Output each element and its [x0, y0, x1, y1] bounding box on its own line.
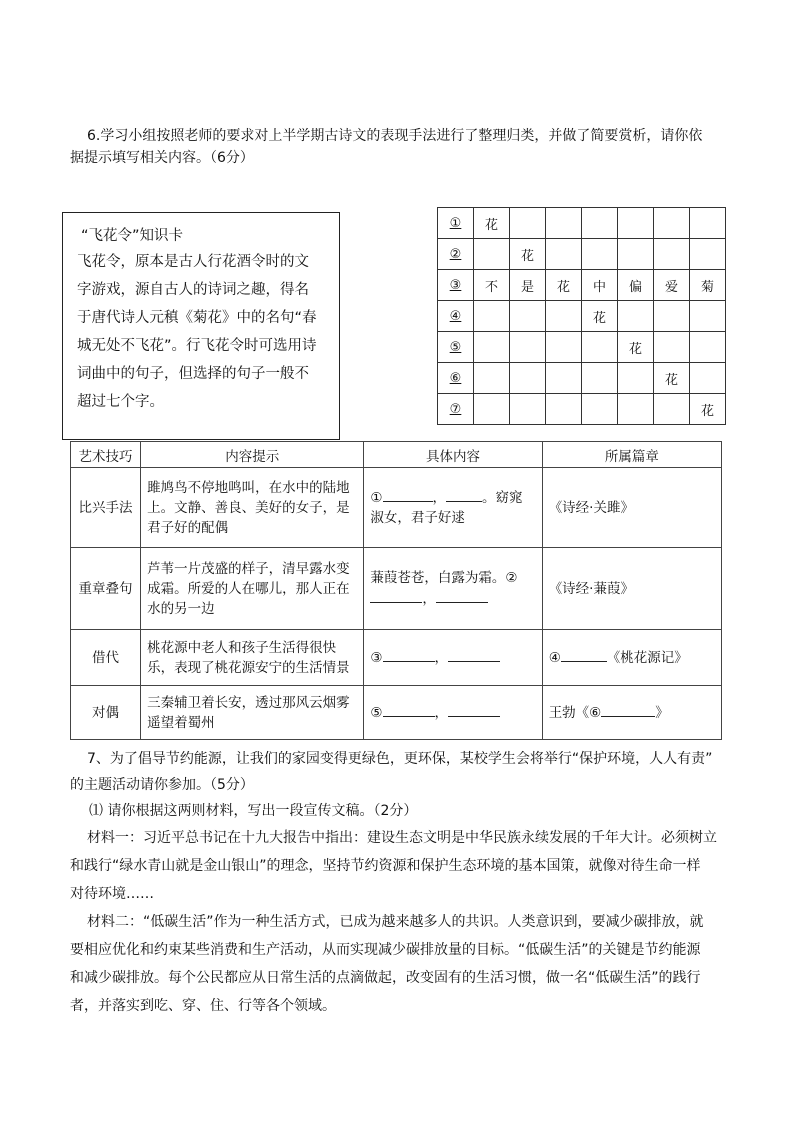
grid-row	[438, 239, 726, 270]
q7-line: 材料二：“低碳生活”作为一种生活方式，已成为越来越多人的共识。人类意识到，要减少碳排放，就	[87, 914, 704, 930]
answer-blank[interactable]	[601, 702, 655, 717]
source-title: 《桃花源记》	[606, 650, 688, 666]
source-prefix: 王勃《⑥	[548, 705, 602, 721]
grid-cell[interactable]	[510, 332, 546, 363]
grid-cell[interactable]	[546, 301, 582, 332]
grid-cell[interactable]: 爱	[654, 270, 690, 301]
grid-row-number: ①	[438, 208, 474, 239]
source-cell	[542, 630, 721, 686]
answer-blank[interactable]	[446, 487, 482, 502]
grid-cell[interactable]	[690, 301, 726, 332]
q7-line: 的主题活动请你参加。（5分）	[70, 777, 254, 793]
grid-cell[interactable]	[546, 208, 582, 239]
grid-cell[interactable]	[510, 208, 546, 239]
grid-cell[interactable]: 中	[582, 270, 618, 301]
grid-cell[interactable]	[474, 332, 510, 363]
q7-line: 对待环境……	[70, 886, 154, 902]
feihua-grid	[437, 207, 726, 425]
technique-cell: 比兴手法	[71, 468, 141, 548]
grid-cell[interactable]	[654, 332, 690, 363]
grid-row-number: ⑥	[438, 363, 474, 394]
q6-line1: 6.学习小组按照老师的要求对上半学期古诗文的表现手法进行了整理归类，并做了简要赏析，请你依	[87, 128, 703, 144]
grid-row	[438, 363, 726, 394]
grid-cell[interactable]	[510, 301, 546, 332]
table-row	[71, 468, 722, 548]
answer-blank[interactable]	[383, 647, 435, 662]
grid-cell[interactable]: 花	[546, 270, 582, 301]
grid-cell[interactable]: 花	[690, 394, 726, 425]
grid-cell[interactable]	[546, 363, 582, 394]
grid-cell[interactable]	[690, 363, 726, 394]
header-technique: 艺术技巧	[71, 442, 141, 468]
technique-cell: 借代	[71, 630, 141, 686]
grid-cell[interactable]	[582, 239, 618, 270]
grid-cell[interactable]	[582, 208, 618, 239]
answer-blank[interactable]	[370, 588, 422, 603]
grid-cell[interactable]: 花	[510, 239, 546, 270]
card-title: “飞花令”知识卡	[81, 228, 184, 244]
hint-cell: 桃花源中老人和孩子生活得很快乐，表现了桃花源安宁的生活情景	[141, 630, 364, 686]
grid-cell[interactable]	[690, 208, 726, 239]
comma: ，	[434, 705, 449, 721]
grid-cell[interactable]	[510, 363, 546, 394]
grid-cell[interactable]	[582, 332, 618, 363]
q7-line: 者，并落实到吃、穿、住、行等各个领域。	[70, 998, 336, 1014]
q6-line2: 据提示填写相关内容。（6分）	[70, 150, 254, 166]
answer-blank[interactable]	[448, 647, 500, 662]
comma: ，	[422, 591, 436, 607]
table-row	[71, 686, 722, 740]
grid-cell[interactable]: 花	[654, 363, 690, 394]
knowledge-card	[62, 212, 340, 440]
grid-cell[interactable]	[618, 394, 654, 425]
hint-cell: 雎鸠鸟不停地鸣叫，在水中的陆地上。文静、善良、美好的女子，是君子好的配偶	[141, 468, 364, 548]
grid-cell[interactable]	[474, 301, 510, 332]
grid-cell[interactable]	[474, 363, 510, 394]
header-hint: 内容提示	[141, 442, 364, 468]
grid-cell[interactable]	[654, 301, 690, 332]
content-cell	[364, 630, 542, 686]
grid-cell[interactable]	[474, 394, 510, 425]
grid-cell[interactable]	[654, 394, 690, 425]
answer-blank[interactable]	[383, 487, 433, 502]
grid-cell[interactable]	[510, 394, 546, 425]
card-line: 超过七个字。	[77, 394, 164, 410]
grid-row-number: ④	[438, 301, 474, 332]
grid-row	[438, 208, 726, 239]
content-cell	[364, 548, 542, 630]
answer-blank[interactable]	[383, 702, 435, 717]
grid-cell[interactable]	[546, 239, 582, 270]
grid-cell[interactable]	[618, 301, 654, 332]
content-cell	[364, 686, 542, 740]
grid-cell[interactable]: 不	[474, 270, 510, 301]
source-cell: 《诗经·关雎》	[542, 468, 721, 548]
header-content: 具体内容	[364, 442, 542, 468]
grid-row	[438, 394, 726, 425]
q7-line: 材料一：习近平总书记在十九大报告中指出：建设生态文明是中华民族永续发展的千年大计。必须树立	[87, 830, 717, 846]
grid-row-number: ②	[438, 239, 474, 270]
answer-blank[interactable]	[448, 702, 500, 717]
q7-line: 和减少碳排放。每个公民都应从日常生活的点滴做起，改变固有的生活习惯，做一名“低碳生活”的践行	[70, 970, 701, 986]
answer-blank[interactable]	[561, 647, 607, 662]
source-title: 》	[655, 705, 669, 721]
hint-cell: 芦苇一片茂盛的样子，清早露水变成霜。所爱的人在哪儿，那人正在水的另一边	[141, 548, 364, 630]
technique-cell: 对偶	[71, 686, 141, 740]
table-header-row	[71, 442, 722, 468]
grid-cell[interactable]	[618, 363, 654, 394]
content-prefix: 蒹葭苍苍，白露为霜。②	[370, 570, 518, 586]
table-row	[71, 630, 722, 686]
comma: ，	[432, 490, 447, 506]
q7-line: 要相应优化和约束某些消费和生产活动，从而实现减少碳排放量的目标。“低碳生活”的关键是节约能源	[70, 942, 701, 958]
content-prefix: ⑤	[370, 705, 383, 721]
card-line: 于唐代诗人元稹《菊花》中的名句“春	[77, 310, 317, 326]
grid-cell[interactable]: 花	[582, 301, 618, 332]
grid-row-number: ③	[438, 270, 474, 301]
grid-row	[438, 301, 726, 332]
grid-cell[interactable]	[582, 363, 618, 394]
q7-line: 7、为了倡导节约能源，让我们的家园变得更绿色，更环保，某校学生会将举行“保护环境，人人有责”	[87, 751, 713, 767]
source-prefix: ④	[548, 650, 561, 666]
q7-line: 和践行“绿水青山就是金山银山”的理念，坚持节约资源和保护生态环境的基本国策，就像对待生命一样	[70, 858, 701, 874]
card-line: 城无处不飞花”。行飞花令时可选用诗	[77, 338, 317, 354]
grid-cell[interactable]	[546, 332, 582, 363]
grid-cell[interactable]: 花	[474, 208, 510, 239]
content-cell	[364, 468, 542, 548]
card-line: 词曲中的句子，但选择的句子一般不	[77, 366, 309, 382]
answer-blank[interactable]	[436, 588, 488, 603]
header-source: 所属篇章	[542, 442, 721, 468]
content-prefix: ①	[370, 490, 383, 506]
technique-table	[70, 441, 722, 740]
hint-cell: 三秦辅卫着长安，透过那风云烟雾遥望着蜀州	[141, 686, 364, 740]
grid-cell[interactable]	[690, 239, 726, 270]
grid-row	[438, 270, 726, 301]
grid-cell[interactable]	[690, 332, 726, 363]
grid-cell[interactable]	[618, 239, 654, 270]
grid-cell[interactable]: 菊	[690, 270, 726, 301]
card-line: 飞花令，原本是古人行花酒令时的文	[77, 254, 309, 270]
table-row	[71, 548, 722, 630]
grid-cell[interactable]: 花	[618, 332, 654, 363]
grid-cell[interactable]	[654, 208, 690, 239]
card-line: 字游戏，源自古人的诗词之趣，得名	[77, 282, 309, 298]
grid-row	[438, 332, 726, 363]
grid-cell[interactable]	[546, 394, 582, 425]
content-prefix: ③	[370, 650, 383, 666]
content-suffix: 。窈窕淑女，君子好逑	[370, 490, 523, 526]
comma: ，	[434, 650, 449, 666]
grid-cell[interactable]: 是	[510, 270, 546, 301]
technique-cell: 重章叠句	[71, 548, 141, 630]
q7-subq: ⑴ 请你根据这两则材料，写出一段宣传文稿。（2分）	[89, 803, 418, 819]
grid-row-number: ⑤	[438, 332, 474, 363]
grid-cell[interactable]	[654, 239, 690, 270]
source-cell: 《诗经·蒹葭》	[542, 548, 721, 630]
source-cell	[542, 686, 721, 740]
grid-cell[interactable]	[582, 394, 618, 425]
grid-cell[interactable]: 偏	[618, 270, 654, 301]
grid-cell[interactable]	[474, 239, 510, 270]
grid-row-number: ⑦	[438, 394, 474, 425]
grid-cell[interactable]	[618, 208, 654, 239]
